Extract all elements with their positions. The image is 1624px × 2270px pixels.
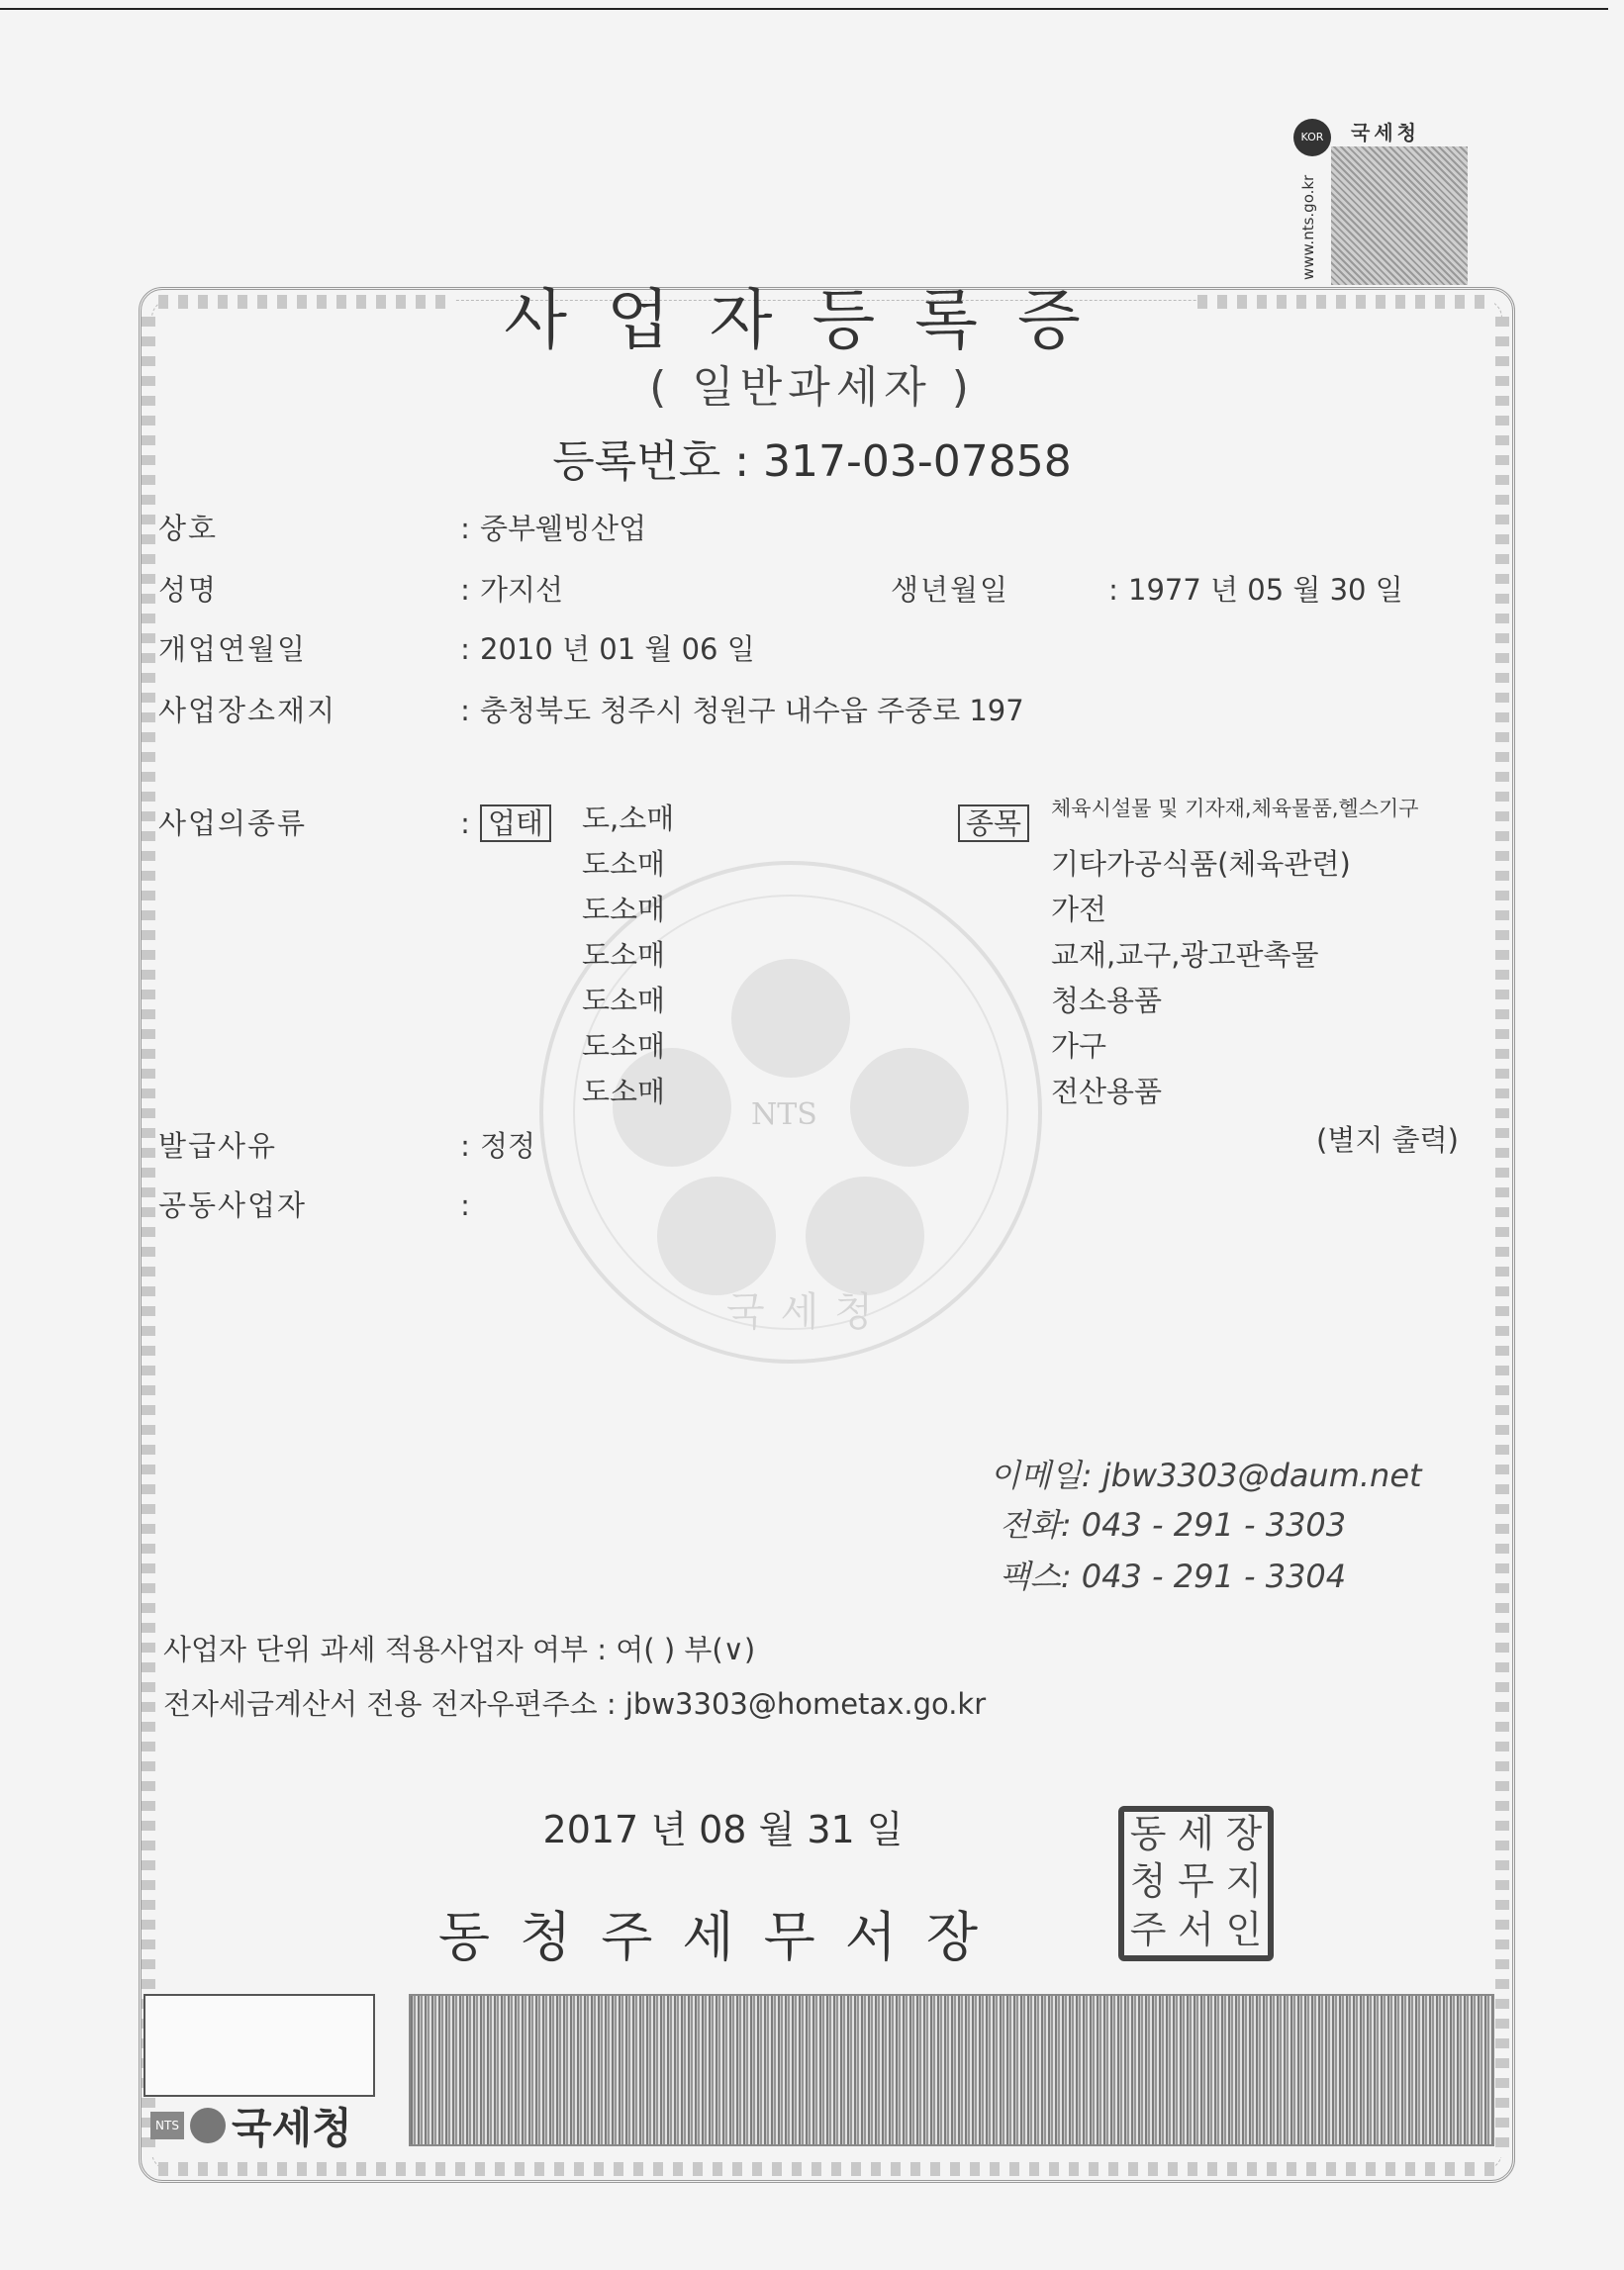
- handwritten-phone: 전화: 043 - 291 - 3303: [1000, 1506, 1347, 1544]
- field-label: 상호: [158, 512, 219, 545]
- business-item-entry: 기타가공식품(체육관련): [1051, 847, 1351, 881]
- business-item-box: 종목: [958, 804, 1029, 842]
- border-pattern-left: [142, 317, 155, 2157]
- registration-number: 등록번호 : 317-03-07858: [552, 436, 1072, 487]
- document-title: 사업자등록증: [504, 282, 1120, 358]
- field-value: 2010 년 01 월 06 일: [480, 632, 755, 666]
- agency-url: www.nts.go.kr: [1299, 174, 1317, 280]
- business-item-entry: 가전: [1051, 893, 1107, 926]
- e-invoice-email: 전자세금계산서 전용 전자우편주소 : jbw3303@hometax.go.kr: [163, 1687, 987, 1721]
- nts-flower-icon: [190, 2108, 226, 2143]
- field-value: 충청북도 청주시 청원구 내수읍 주중로 197: [480, 694, 1024, 727]
- colon: :: [460, 806, 470, 840]
- business-type-entry: 도소매: [582, 847, 666, 881]
- field-value: 가지선: [480, 573, 564, 607]
- business-item-entry: 청소용품: [1051, 984, 1163, 1017]
- stamp-char: 인: [1225, 1907, 1263, 1951]
- colon: :: [460, 512, 470, 545]
- handwritten-email: 이메일: jbw3303@daum.net: [990, 1457, 1422, 1494]
- field-label: 사업장소재지: [158, 694, 337, 727]
- business-item-box-wrap: [958, 802, 1029, 842]
- field-business-type: [158, 802, 551, 842]
- taxpayer-type: ( 일반과세자 ): [649, 362, 975, 413]
- official-stamp: [1118, 1806, 1274, 1961]
- business-type-entry: 도소매: [582, 893, 666, 926]
- field-name: [158, 568, 563, 609]
- stamp-char: 장: [1225, 1812, 1263, 1855]
- handwritten-fax: 팩스: 043 - 291 - 3304: [1000, 1558, 1347, 1595]
- issue-date: 2017 년 08 월 31 일: [542, 1808, 904, 1851]
- field-label: 개업연월일: [158, 632, 308, 666]
- business-type-entry: 도,소매: [582, 802, 675, 835]
- business-type-entry: 도소매: [582, 1029, 666, 1063]
- business-type-entry: 도소매: [582, 984, 666, 1017]
- field-address: [158, 689, 1024, 729]
- business-item-entry-first: 체육시설물 및 기자재,체육물품,헬스기구: [1051, 797, 1419, 820]
- unit-tax-applicable: 사업자 단위 과세 적용사업자 여부 : 여( ) 부(∨): [163, 1633, 756, 1666]
- business-item-entry: 전산용품: [1051, 1075, 1163, 1108]
- business-item-list: [1051, 841, 1351, 1114]
- colon: :: [460, 573, 470, 607]
- nts-badge: NTS: [150, 2112, 184, 2139]
- seal-org-text: 국세청: [726, 1289, 889, 1335]
- colon: :: [460, 1129, 470, 1163]
- blank-box: [143, 1994, 375, 2097]
- field-birth: [891, 568, 1403, 609]
- business-type-entry: 도소매: [582, 938, 666, 972]
- issuing-office: 동청주세무서장: [437, 1906, 1008, 1968]
- stamp-char: 청: [1129, 1859, 1167, 1904]
- stamp-char: 세: [1178, 1812, 1214, 1855]
- colon: :: [460, 694, 470, 727]
- colon: :: [1108, 573, 1118, 607]
- colon: :: [460, 632, 470, 666]
- business-item-entry: 교재,교구,광고판촉물: [1051, 938, 1319, 972]
- field-value: 1977 년 05 월 30 일: [1128, 573, 1403, 607]
- field-issue-reason: [158, 1124, 535, 1165]
- field-label: 생년월일: [891, 573, 1010, 607]
- field-label: 발급사유: [158, 1129, 278, 1163]
- stamp-char: 무: [1178, 1859, 1214, 1904]
- seal-petal: [806, 1177, 924, 1295]
- agency-name-top: 국세청: [1351, 121, 1420, 144]
- stamp-char: 동: [1129, 1812, 1167, 1855]
- business-item-entry: 가구: [1051, 1029, 1107, 1063]
- security-barcode-icon: [409, 1994, 1494, 2146]
- top-rule: [0, 8, 1608, 10]
- stamp-char: 주: [1129, 1907, 1167, 1951]
- agency-name-bottom: 국세청: [232, 2104, 352, 2152]
- border-pattern-right: [1495, 317, 1509, 2157]
- field-label: 성명: [158, 573, 219, 607]
- seal-petal: [657, 1177, 776, 1295]
- separate-print-note: (별지 출력): [1316, 1123, 1459, 1157]
- business-type-list: [582, 796, 674, 1114]
- field-label: 공동사업자: [158, 1188, 308, 1222]
- border-pattern-bottom: [158, 2162, 1494, 2176]
- field-label: 사업의종류: [158, 806, 308, 840]
- stamp-char: 서: [1178, 1907, 1214, 1951]
- qr-code-icon: [1331, 146, 1468, 285]
- nts-qr-block: [1291, 117, 1470, 287]
- nts-logo-bottom: [150, 2096, 352, 2155]
- field-value: 중부웰빙산업: [480, 512, 647, 545]
- stamp-char: 지: [1225, 1859, 1263, 1904]
- kor-badge: KOR: [1293, 119, 1331, 156]
- seal-petal: [850, 1048, 969, 1167]
- field-value: 정정: [480, 1129, 536, 1163]
- field-co-owner: [158, 1183, 480, 1224]
- business-type-box: 업태: [480, 804, 551, 842]
- business-type-entry: 도소매: [582, 1075, 666, 1108]
- field-trade-name: [158, 507, 646, 547]
- seal-nts-text: NTS: [751, 1097, 817, 1132]
- seal-petal: [731, 959, 850, 1078]
- field-opening-date: [158, 627, 755, 668]
- colon: :: [460, 1188, 470, 1222]
